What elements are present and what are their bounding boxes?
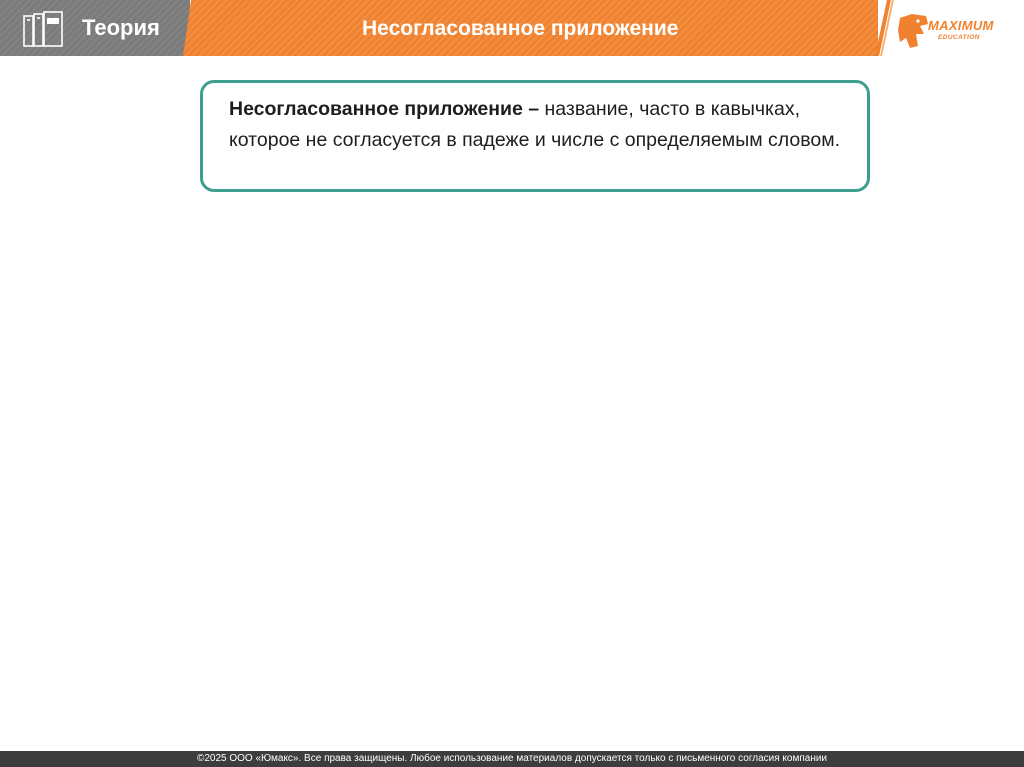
definition-term: Несогласованное приложение – (229, 98, 540, 120)
definition-body: название, часто в кавычках, которое не согласуется в падеже и числе с определяемым словом. (229, 98, 841, 151)
maximum-logo-mark (896, 12, 930, 50)
header-bar (0, 0, 1024, 56)
definition-box (200, 80, 870, 192)
section-label: Теория (82, 15, 160, 40)
maximum-education-logo (896, 12, 1020, 52)
footer-bar (0, 751, 1024, 767)
copyright-notice: ©2025 ООО «Юмакс». Все права защищены. Любое использование материалов допускается только с письменного согласия компании (196, 753, 828, 764)
definition-text (229, 94, 849, 156)
slide-title: Несогласованное приложение (362, 17, 679, 40)
books-icon (22, 10, 66, 48)
logo-brand-text: MAXIMUM (928, 18, 994, 33)
logo-sub-text: EDUCATION (938, 34, 980, 41)
